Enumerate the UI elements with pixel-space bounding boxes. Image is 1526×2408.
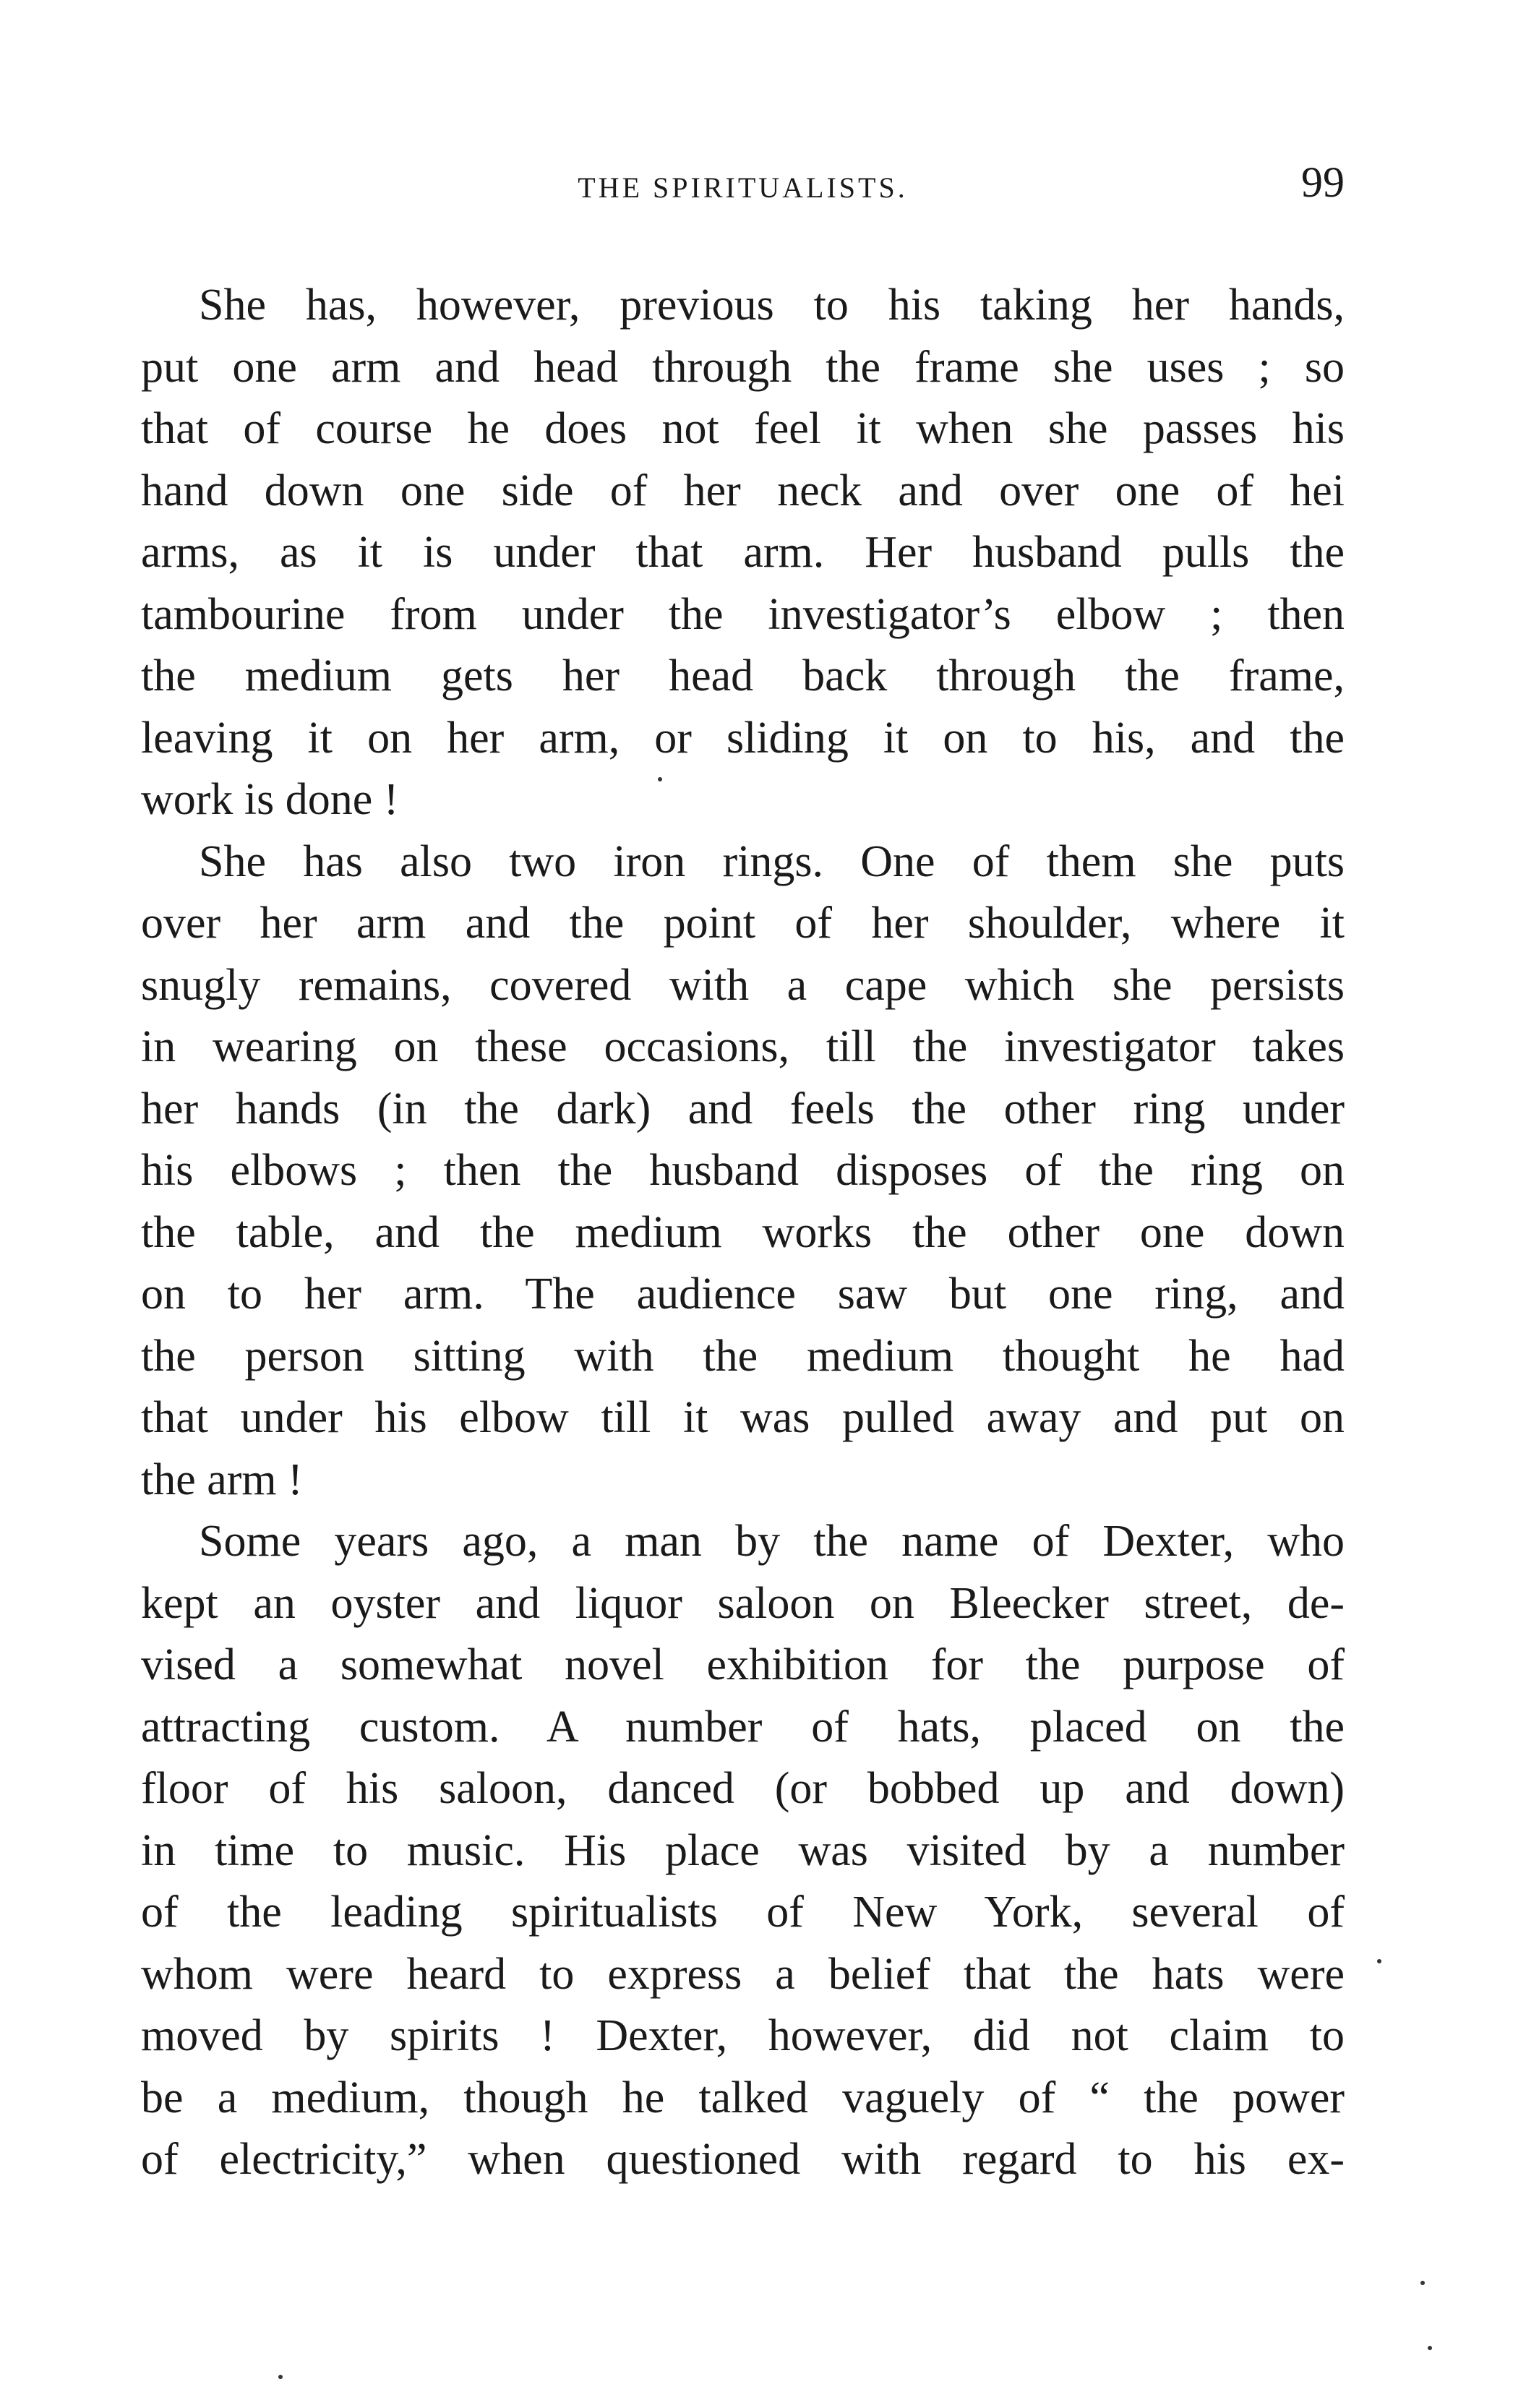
text-line: in time to music. His place was visited by a number	[141, 1825, 1345, 1875]
text-line: She has, however, previous to his taking her hands,	[199, 280, 1345, 330]
text-line: the arm !	[141, 1454, 303, 1504]
scan-speck	[1377, 1959, 1381, 1963]
text-line: be a medium, though he talked vaguely of “ the power	[141, 2073, 1345, 2122]
text-line: over her arm and the point of her shoulder, where it	[141, 899, 1345, 948]
text-line: floor of his saloon, danced (or bobbed up and down)	[141, 1764, 1345, 1813]
text-line: of electricity,” when questioned with regard to his ex-	[141, 2135, 1345, 2184]
page-number: 99	[1301, 158, 1345, 206]
body-text	[141, 275, 1345, 2191]
text-line: leaving it on her arm, or sliding it on to his, and the	[141, 713, 1345, 763]
text-line: hand down one side of her neck and over one of hei	[141, 466, 1345, 515]
scan-speck	[658, 777, 662, 781]
text-line: attracting custom. A number of hats, placed on the	[141, 1702, 1345, 1752]
scan-speck	[1428, 2346, 1432, 2350]
scan-speck	[1420, 2281, 1425, 2285]
text-line: snugly remains, covered with a cape which she persists	[141, 960, 1345, 1010]
scan-speck	[278, 2375, 283, 2379]
text-line: the table, and the medium works the other one down	[141, 1207, 1345, 1257]
text-line: arms, as it is under that arm. Her husband pulls the	[141, 528, 1345, 577]
text-line: that under his elbow till it was pulled away and put on	[141, 1393, 1345, 1442]
text-line: kept an oyster and liquor saloon on Bleecker street, de-	[141, 1578, 1345, 1628]
text-line: moved by spirits ! Dexter, however, did not claim to	[141, 2011, 1345, 2060]
running-title: THE SPIRITUALISTS.	[578, 171, 908, 204]
text-line: Some years ago, a man by the name of Dexter, who	[199, 1517, 1345, 1566]
running-head	[141, 158, 1345, 215]
text-line: She has also two iron rings. One of them she puts	[199, 836, 1345, 886]
text-line: in wearing on these occasions, till the investigator takes	[141, 1022, 1345, 1071]
text-line: the person sitting with the medium thought he had	[141, 1331, 1345, 1381]
text-line: whom were heard to express a belief that the hats were	[141, 1949, 1345, 1999]
text-line: his elbows ; then the husband disposes of the ring on	[141, 1146, 1345, 1195]
text-line: of the leading spiritualists of New York, several of	[141, 1888, 1345, 1937]
text-line: work is done !	[141, 775, 399, 824]
text-line: the medium gets her head back through the frame,	[141, 651, 1345, 700]
text-line: vised a somewhat novel exhibition for the purpose of	[141, 1640, 1345, 1689]
text-line: put one arm and head through the frame she uses ; so	[141, 342, 1345, 392]
text-line: tambourine from under the investigator’s elbow ; then	[141, 589, 1345, 639]
text-line: that of course he does not feel it when she passes his	[141, 404, 1345, 453]
text-line: her hands (in the dark) and feels the other ring under	[141, 1084, 1345, 1134]
text-line: on to her arm. The audience saw but one ring, and	[141, 1269, 1345, 1319]
